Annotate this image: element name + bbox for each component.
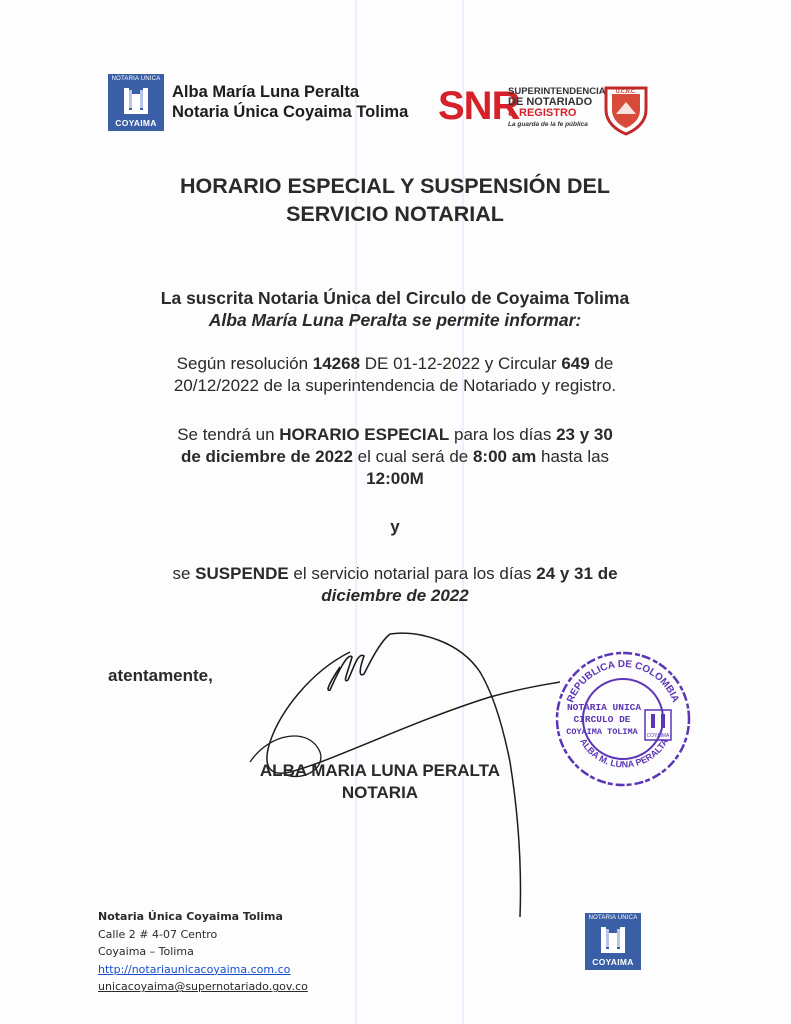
logo-bottom-text: COYAIMA (115, 118, 157, 128)
para1-text: DE 01-12-2022 y Circular (360, 354, 562, 373)
stamp-line3: COYAIMA TOLIMA (566, 727, 638, 737)
snr-line3: & REGISTRO (508, 107, 577, 119)
intro-line2: Alba María Luna Peralta se permite informar: (208, 310, 582, 330)
stamp-bottom-arc: ALBA M. LUNA PERALTA (577, 736, 671, 770)
stamp-line2: CIRCULO DE (573, 714, 631, 725)
signer-name: ALBA MARIA LUNA PERALTA (259, 761, 501, 780)
intro-block (60, 287, 730, 331)
conjunction-y: y (390, 517, 400, 536)
stamp-mini-logo-text: COYAIMA (646, 733, 670, 739)
resolution-paragraph (80, 353, 710, 397)
header-notary-office: Notaria Única Coyaima Tolima (172, 103, 409, 121)
footer-logo-bottom-text: COYAIMA (592, 957, 634, 967)
closing-text: atentamente, (108, 666, 213, 685)
para2-text: el cual será de (352, 447, 473, 466)
title-line1: HORARIO ESPECIAL Y SUSPENSIÓN DEL (179, 174, 611, 198)
para3-text: el servicio notarial para los días (288, 564, 537, 583)
resolution-number: 14268 (312, 354, 361, 373)
footer-logo-mark-icon (599, 925, 627, 960)
signer-role: NOTARIA (341, 783, 419, 802)
circular-number: 649 (561, 354, 590, 373)
special-days: 23 y 30 (556, 425, 613, 444)
para2-text: Se tendrá un (177, 425, 280, 444)
stamp-line1: NOTARIA UNICA (566, 702, 642, 713)
footer-website-link[interactable]: http://notariaunicacoyaima.com.co (98, 962, 291, 976)
footer-address: Calle 2 # 4-07 Centro (98, 927, 218, 941)
title-line2: SERVICIO NOTARIAL (286, 202, 504, 226)
footer-office-name: Notaria Única Coyaima Tolima (98, 910, 283, 923)
special-schedule-paragraph (80, 424, 710, 490)
footer-notaria-logo (585, 913, 641, 970)
signer-block (180, 760, 580, 804)
ucnc-shield-icon (600, 84, 652, 141)
para1-text: Según resolución (176, 354, 313, 373)
para2-text: para los días (449, 425, 557, 444)
para1-line2: 20/12/2022 de la superintendencia de Notariado y registro. (173, 376, 617, 395)
stamp-top-arc: REPUBLICA DE COLOMBIA (565, 658, 681, 705)
logo-mark-icon (122, 86, 150, 121)
shield-text: U.C.N.C. (616, 89, 636, 95)
snr-letters: SNR (438, 84, 520, 128)
start-time: 8:00 am (472, 447, 537, 466)
intro-line1: La suscrita Notaria Única del Circulo de Coyaima Tolima (160, 288, 630, 308)
suspend-month: diciembre de 2022 (321, 586, 469, 605)
footer-logo-top-text: NOTARIA UNICA (588, 915, 638, 921)
header-name-block (172, 82, 408, 122)
footer-city: Coyaima – Tolima (98, 945, 194, 959)
special-month: de diciembre de 2022 (180, 447, 353, 466)
snr-line2: DE NOTARIADO (508, 96, 593, 108)
end-time: 12:00M (366, 469, 424, 488)
snr-line4: La guarda de la fe pública (508, 121, 588, 128)
suspension-paragraph (80, 563, 710, 607)
para3-text: se (172, 564, 196, 583)
notary-stamp (548, 642, 698, 797)
document-title (100, 172, 690, 228)
snr-text (508, 86, 606, 130)
notaria-logo (108, 74, 164, 131)
logo-top-text: NOTARIA UNICA (111, 76, 161, 82)
snr-line1: SUPERINTENDENCIA (508, 86, 606, 97)
suspend-label: SUSPENDE (195, 564, 289, 583)
suspend-days: 24 y 31 de (536, 564, 618, 583)
header-notary-name: Alba María Luna Peralta (172, 83, 360, 101)
para2-text: hasta las (536, 447, 610, 466)
footer-email-link[interactable]: unicacoyaima@supernotariado.gov.co (98, 980, 308, 994)
footer-contact (98, 908, 308, 996)
para1-text: de (589, 354, 614, 373)
special-schedule-label: HORARIO ESPECIAL (279, 425, 450, 444)
